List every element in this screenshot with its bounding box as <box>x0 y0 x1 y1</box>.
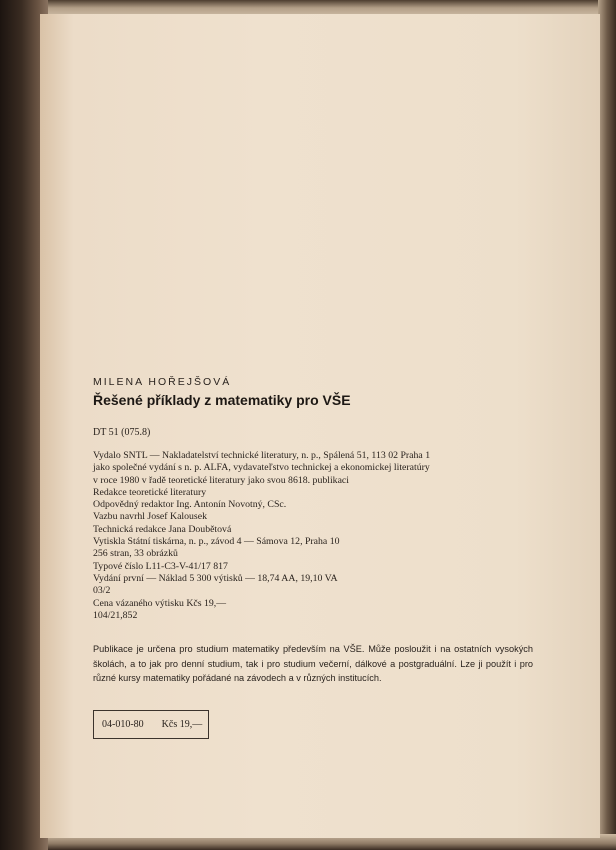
imprint-line: 256 stran, 33 obrázků <box>93 548 178 560</box>
price-value: Kčs 19,— <box>161 719 203 730</box>
imprint-line: Cena vázaného výtisku Kčs 19,— <box>93 597 227 609</box>
imprint-line: 03/2 <box>93 585 111 597</box>
imprint-line: Vydání první — Náklad 5 300 výtisků — 18,74 AA, 19,10 VA <box>93 572 338 584</box>
imprint-line: Vydalo SNTL — Nakladatelství technické literatury, n. p., Spálená 51, 113 02 Praha 1 <box>93 450 431 461</box>
book-title: Řešené příklady z matematiky pro VŠE <box>93 392 351 408</box>
description-paragraph: Publikace je určena pro studium matematiky především na VŠE. Může posloužit i na ostatních vysokých školách, a to jak pro denní studium, tak i pro studium večerní, dálkové a postgraduální. Lze ji použít i pro různé kursy matematiky pořádané na závodech a v různých institucích. <box>93 644 533 683</box>
imprint-block <box>93 450 533 622</box>
imprint-line: Odpovědný redaktor Ing. Antonín Novotný, CSc. <box>93 499 287 511</box>
imprint-line: Redakce teoretické literatury <box>93 486 207 498</box>
author-name: MILENA HOŘEJŠOVÁ <box>93 376 232 388</box>
imprint-line: Vazbu navrhl Josef Kalousek <box>93 511 207 523</box>
imprint-line: jako společné vydání s n. p. ALFA, vydavateľstvo technickej a ekonomickej literatúry <box>93 462 430 474</box>
imprint-line: Typové číslo L11-C3-V-41/17 817 <box>93 560 228 572</box>
imprint-line: Vytiskla Státní tiskárna, n. p., závod 4 — Sámova 12, Praha 10 <box>93 536 340 548</box>
imprint-line: Technická redakce Jana Doubětová <box>93 523 232 535</box>
dt-classification: DT 51 (075.8) <box>93 427 151 438</box>
price-box <box>93 710 209 739</box>
book-right-edge <box>598 0 616 850</box>
price-code: 04-010-80 <box>102 719 144 730</box>
imprint-line: v roce 1980 v řadě teoretické literatury jako svou 8618. publikaci <box>93 474 349 486</box>
book-page <box>40 14 600 838</box>
imprint-line: 104/21,852 <box>93 609 138 621</box>
